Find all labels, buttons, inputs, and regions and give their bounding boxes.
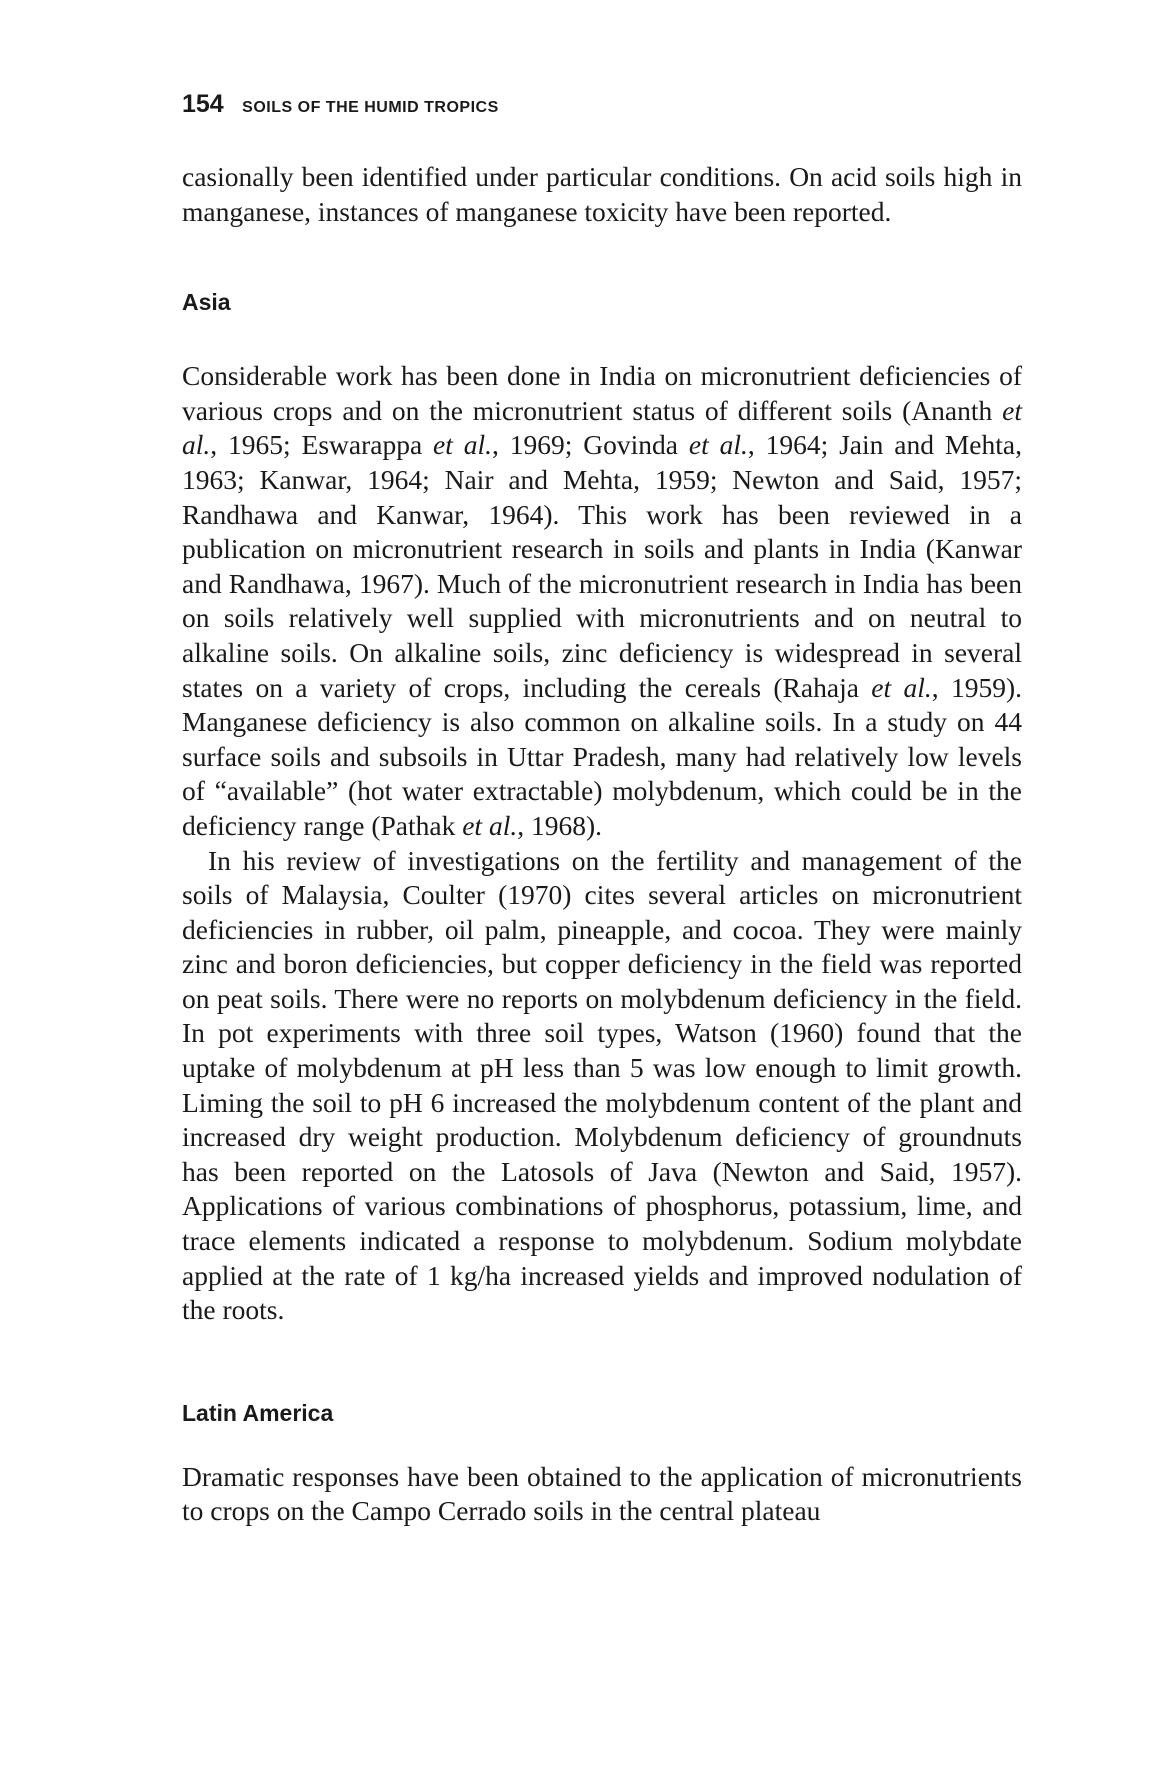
section-heading-latin-america: Latin America <box>182 1399 334 1426</box>
page-number: 154 <box>182 90 224 118</box>
section-heading-asia: Asia <box>182 289 231 316</box>
asia-paragraph-1: Considerable work has been done in India on micronutrient deficiencies of various crops and on the micronutrient status of different soils (Ananth et al., 1965; Eswarappa et al., 1969; Govinda et al., 1964; Jain and Mehta, 1963; Kanwar, 1964; Nair and Mehta, 1959; Newton and Said, 1957; Randhawa and Kanwar, 1964). This work has been reviewed in a publication on micronutrient research in soils and plants in India (Kanwar and Randhawa, 1967). Much of the micronutrient research in India has been on soils relatively well supplied with micronutrients and on neutral to alkaline soils. On alkaline soils, zinc deficiency is widespread in several states on a variety of crops, including the cereals (Rahaja et al., 1959). Manganese deficiency is also common on alkaline soils. In a study on 44 surface soils and subsoils in Uttar Pradesh, many had relatively low levels of “available” (hot water extractable) molybdenum, which could be in the deficiency range (Pathak et al., 1968). <box>182 360 1022 841</box>
running-title: SOILS OF THE HUMID TROPICS <box>242 99 499 116</box>
book-page <box>182 92 1022 1529</box>
intro-paragraph: casionally been identified under particular conditions. On acid soils high in manganese, instances of manganese toxicity have been reported. <box>182 161 1022 227</box>
latin-america-paragraph-1: Dramatic responses have been obtained to the application of micronutrients to crops on the Campo Cerrado soils in the central plateau <box>182 1460 1022 1527</box>
running-head <box>182 92 1022 120</box>
asia-paragraph-2: In his review of investigations on the fertility and management of the soils of Malaysia, Coulter (1970) cites several articles on micronutrient deficiencies in rubber, oil palm, pineapple, and cocoa. They were mainly zinc and boron deficiencies, but copper deficiency in the field was reported on peat soils. There were no reports on molybdenum deficiency in the field. In pot experiments with three soil types, Watson (1960) found that the uptake of molybdenum at pH less than 5 was low enough to limit growth. Liming the soil to pH 6 increased the molybdenum content of the plant and increased dry weight production. Molybdenum deficiency of groundnuts has been reported on the Latosols of Java (Newton and Said, 1957). Applications of various combinations of phosphorus, potassium, lime, and trace elements indicated a response to molybdenum. Sodium molybdate applied at the rate of 1 kg/ha increased yields and improved nodulation of the roots. <box>182 844 1022 1326</box>
